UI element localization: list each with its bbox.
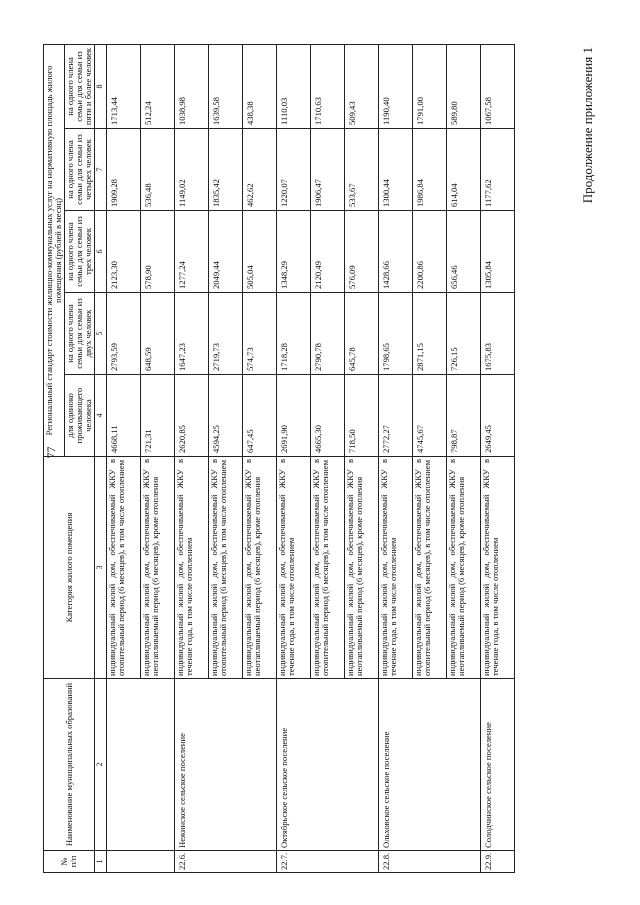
category-cell: индивидуальный жилой дом, обеспечиваемый ЖКУ в течение года, в том числе отоплением [481,457,515,679]
category-cell: индивидуальный жилой дом, обеспечиваемый ЖКУ в отопительный период (6 месяцев), в том числе отоплением [311,457,345,679]
column-number: 4 [95,375,107,457]
value-cell: 726,15 [447,293,481,375]
value-cell: 1110,03 [277,44,311,128]
value-cell: 1038,98 [175,44,209,128]
header-sub-four: на одного члена семьи для семьи из четырех человек [65,129,95,211]
header-sub-five: на одного члена семьи для семьи из пяти и более человек [65,44,95,128]
category-cell: индивидуальный жилой дом, обеспечиваемый ЖКУ в отопительный период (6 месяцев), в том числе отоплением [413,457,447,679]
value-cell: 648,59 [141,293,175,375]
column-number: 5 [95,293,107,375]
municipality-name-cell: Нежинское сельское поселение [175,679,277,851]
value-cell: 536,48 [141,129,175,211]
header-sub-two: на одного члена семьи для семьи из двух человек [65,293,95,375]
value-cell: 509,43 [345,44,379,128]
value-cell: 1428,66 [379,211,413,293]
header-standard: Региональный стандарт стоимости жилищно-коммунальных услуг на нормативную площадь жилого помещения (рублей в месяц) [44,44,65,456]
row-number-cell: 22.8. [379,851,481,873]
header-sub-single: для одиноко проживающего человека [65,375,95,457]
value-cell: 2691,90 [277,375,311,457]
value-cell: 512,24 [141,44,175,128]
column-number: 1 [95,851,107,873]
value-cell: 2200,86 [413,211,447,293]
municipality-name-cell [107,679,175,851]
value-cell: 718,50 [345,375,379,457]
value-cell: 2123,30 [107,211,141,293]
value-cell: 2790,78 [311,293,345,375]
value-cell: 576,09 [345,211,379,293]
value-cell: 1986,84 [413,129,447,211]
table-row [379,44,413,872]
value-cell: 1220,07 [277,129,311,211]
value-cell: 2649,45 [481,375,515,457]
header-municipality: Наименование муниципальных образований [44,679,95,851]
value-cell: 1710,63 [311,44,345,128]
tariff-table [43,44,515,873]
table-row [175,44,209,872]
value-cell: 2620,85 [175,375,209,457]
value-cell: 533,67 [345,129,379,211]
value-cell: 4665,30 [311,375,345,457]
value-cell: 656,46 [447,211,481,293]
value-cell: 645,78 [345,293,379,375]
municipality-name-cell: Солодчинское сельское поселение [481,679,515,851]
value-cell: 4745,67 [413,375,447,457]
value-cell: 2120,49 [311,211,345,293]
value-cell: 798,87 [447,375,481,457]
value-cell: 438,38 [243,44,277,128]
value-cell: 614,04 [447,129,481,211]
column-number: 2 [95,679,107,851]
value-cell: 2793,59 [107,293,141,375]
value-cell: 1305,84 [481,211,515,293]
table-body [44,44,515,872]
page-number: 77 [44,446,58,459]
category-cell: индивидуальный жилой дом, обеспечиваемый ЖКУ в неотапливаемый период (6 месяцев), кроме отопления [345,457,379,679]
value-cell: 1149,02 [175,129,209,211]
value-cell: 2719,73 [209,293,243,375]
category-cell: индивидуальный жилой дом, обеспечиваемый ЖКУ в неотапливаемый период (6 месяцев), кроме отопления [447,457,481,679]
value-cell: 1177,62 [481,129,515,211]
category-cell: индивидуальный жилой дом, обеспечиваемый ЖКУ в отопительный период (6 месяцев), в том числе отоплением [209,457,243,679]
header-category: Категория жилого помещения [44,457,95,679]
value-cell: 1190,40 [379,44,413,128]
row-number-cell: 22.9. [481,851,515,873]
value-cell: 4594,25 [209,375,243,457]
value-cell: 1798,65 [379,293,413,375]
value-cell: 1791,00 [413,44,447,128]
value-cell: 4668,11 [107,375,141,457]
value-cell: 1277,24 [175,211,209,293]
category-cell: индивидуальный жилой дом, обеспечиваемый ЖКУ в течение года, в том числе отоплением [277,457,311,679]
value-cell: 462,62 [243,129,277,211]
header-number: № п/п [44,851,95,873]
table-row [481,44,515,872]
value-cell: 578,90 [141,211,175,293]
column-number: 7 [95,129,107,211]
header-sub-three: на одного члена семьи для семьи из трех человек [65,211,95,293]
category-cell: индивидуальный жилой дом, обеспечиваемый ЖКУ в течение года, в том числе отоплением [175,457,209,679]
row-number-cell: 22.6. [175,851,277,873]
value-cell: 505,04 [243,211,277,293]
value-cell: 1835,42 [209,129,243,211]
category-cell: индивидуальный жилой дом, обеспечиваемый ЖКУ в неотапливаемый период (6 месяцев), кроме отопления [141,457,175,679]
value-cell: 1348,29 [277,211,311,293]
value-cell: 647,45 [243,375,277,457]
value-cell: 2049,44 [209,211,243,293]
row-number-cell [107,851,175,873]
column-number: 6 [95,211,107,293]
category-cell: индивидуальный жилой дом, обеспечиваемый ЖКУ в неотапливаемый период (6 месяцев), кроме отопления [243,457,277,679]
value-cell: 589,80 [447,44,481,128]
category-cell: индивидуальный жилой дом, обеспечиваемый ЖКУ в течение года, в том числе отоплением [379,457,413,679]
category-cell: индивидуальный жилой дом, обеспечиваемый ЖКУ в отопительный период (6 месяцев), в том числе отоплением [107,457,141,679]
value-cell: 1067,58 [481,44,515,128]
value-cell: 1909,28 [107,129,141,211]
continuation-label: Продолжение приложения 1 [580,47,595,204]
value-cell: 1718,28 [277,293,311,375]
value-cell: 1713,44 [107,44,141,128]
value-cell: 574,73 [243,293,277,375]
column-number-row [95,44,107,872]
table-row [107,44,141,872]
value-cell: 721,31 [141,375,175,457]
municipality-name-cell: Октябрьское сельское поселение [277,679,379,851]
value-cell: 1675,83 [481,293,515,375]
value-cell: 1906,47 [311,129,345,211]
value-cell: 1647,23 [175,293,209,375]
table-row [277,44,311,872]
value-cell: 1639,58 [209,44,243,128]
column-number: 3 [95,457,107,679]
municipality-name-cell: Ольховское сельское поселение [379,679,481,851]
value-cell: 2772,27 [379,375,413,457]
value-cell: 2871,15 [413,293,447,375]
column-number: 8 [95,44,107,128]
row-number-cell: 22.7. [277,851,379,873]
value-cell: 1300,44 [379,129,413,211]
